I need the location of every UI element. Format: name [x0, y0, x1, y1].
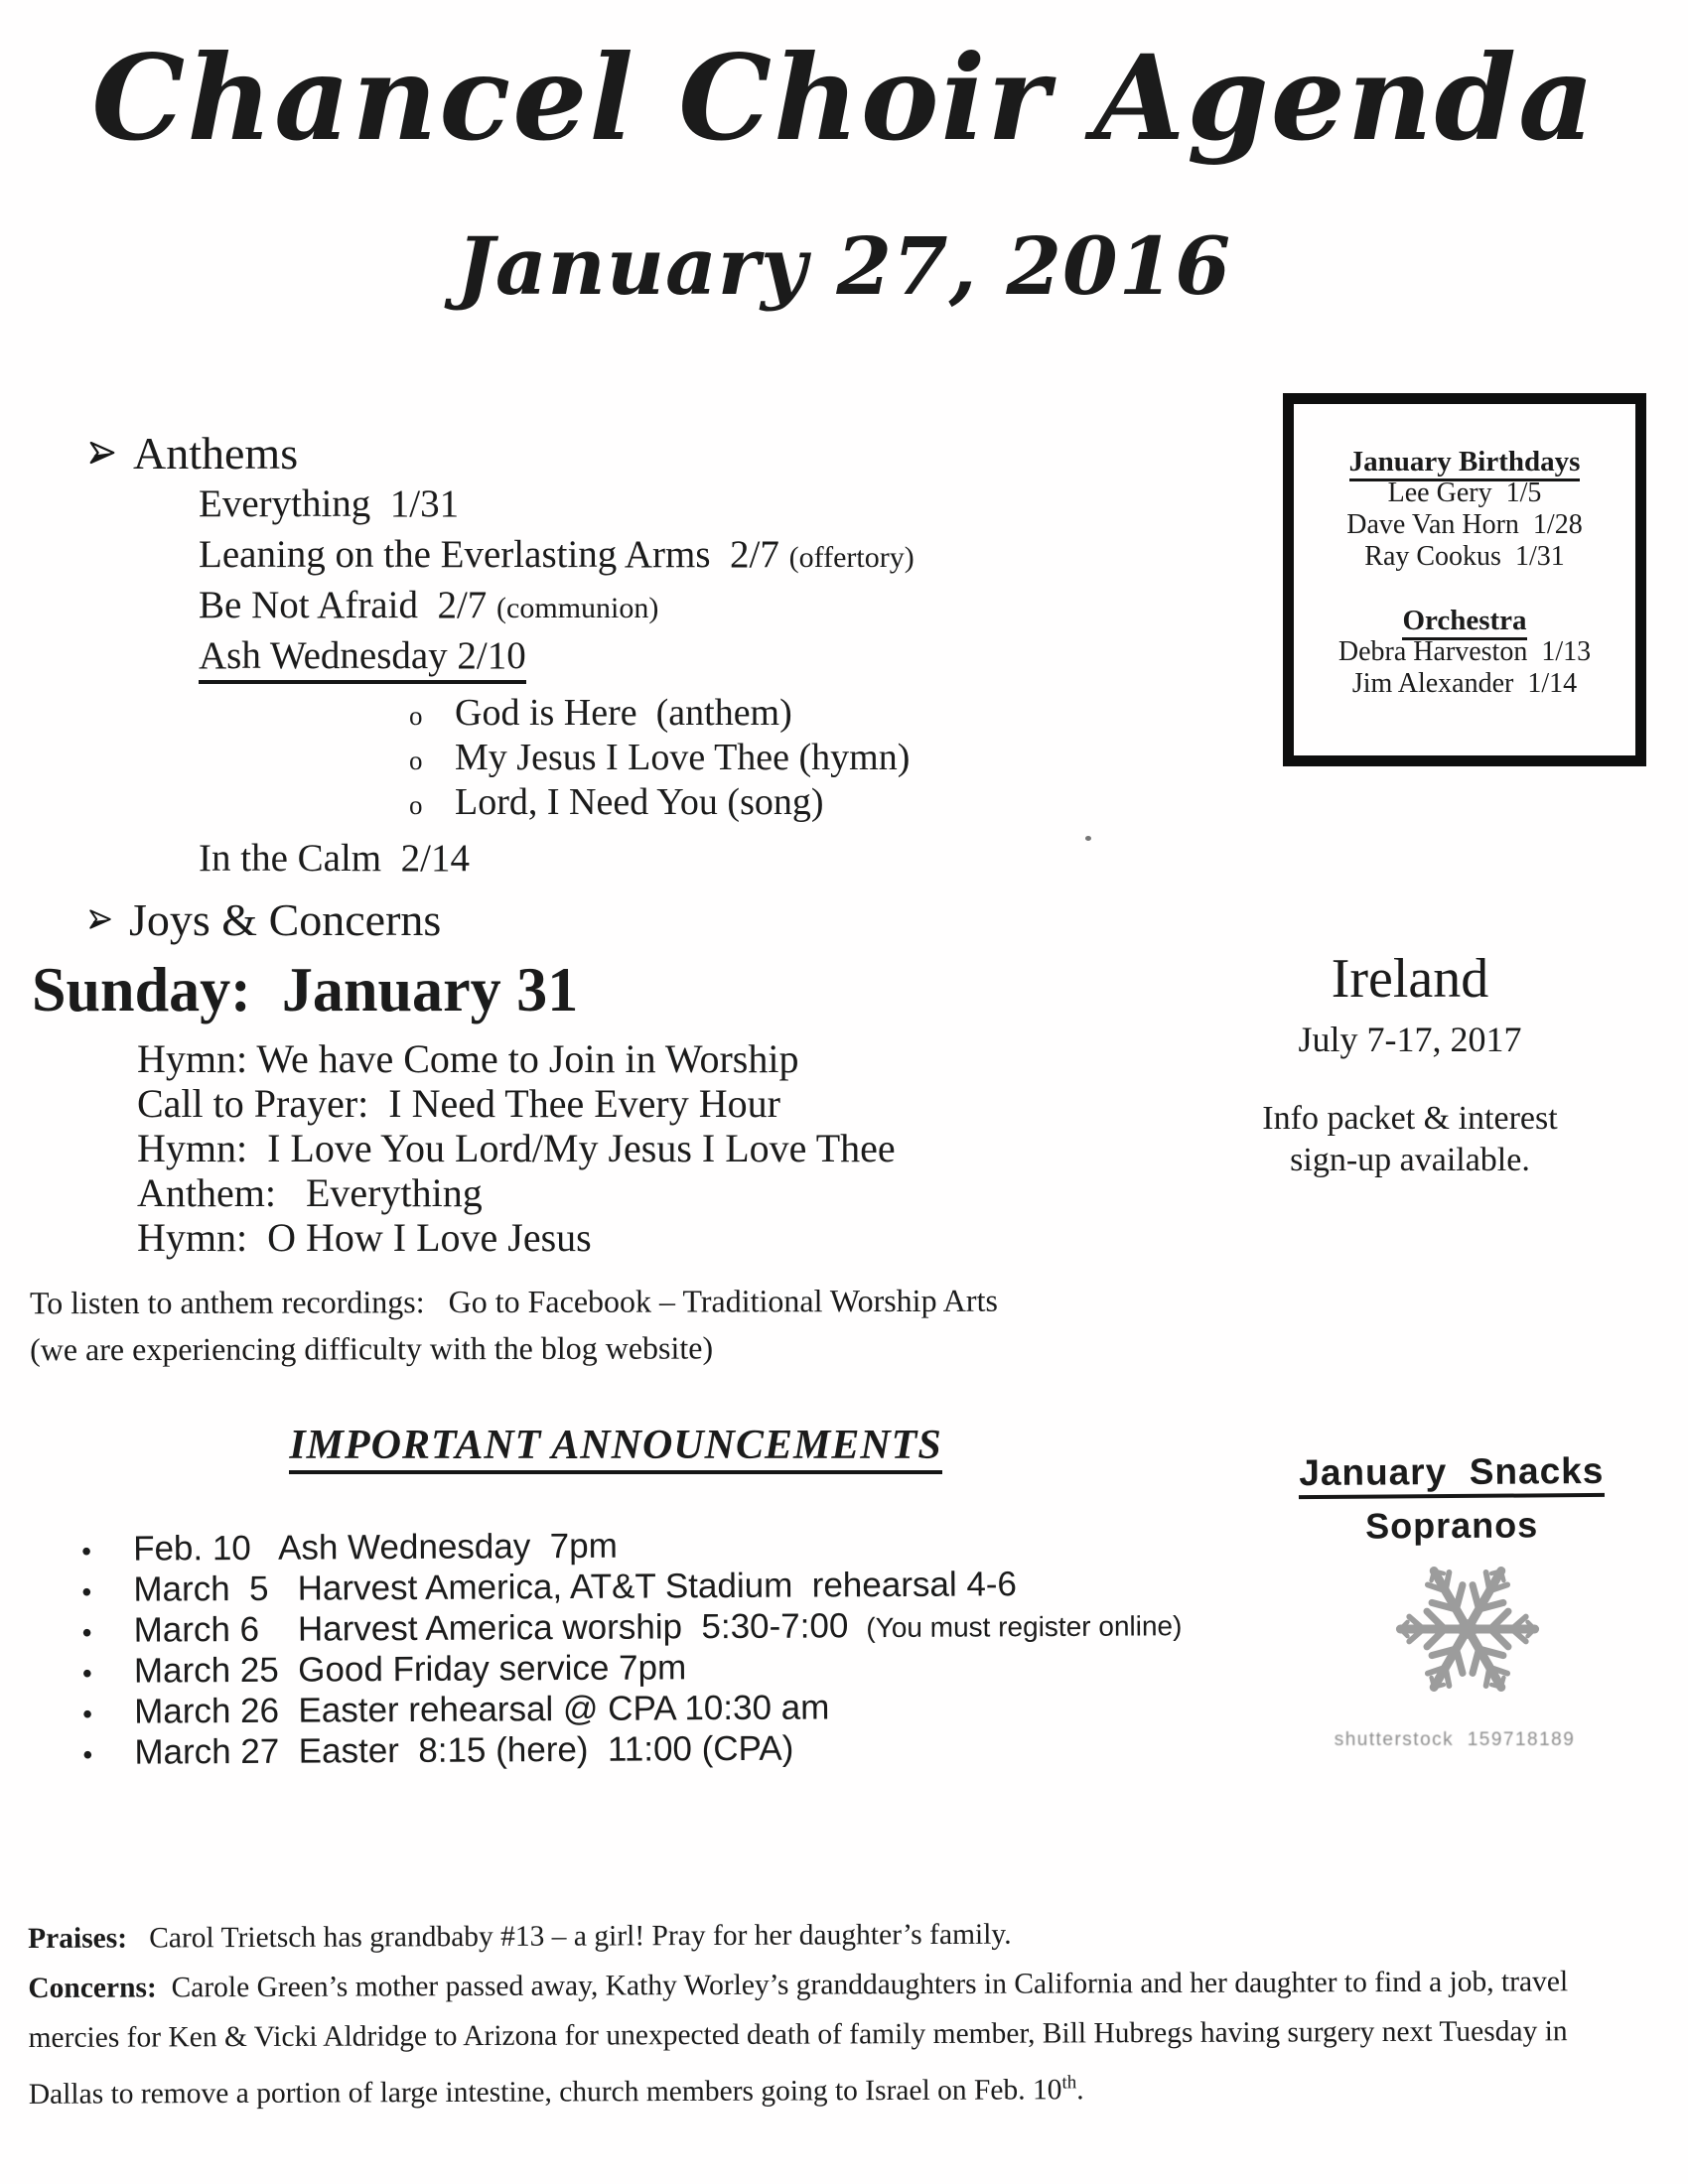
announcement-item [82, 1685, 1183, 1732]
circle-bullet-icon: o [409, 701, 423, 731]
anthem-list [199, 478, 914, 884]
concerns-label: Concerns: [28, 1972, 157, 2004]
sunday-service-order [137, 1036, 896, 1260]
ireland-trip-note [1241, 949, 1579, 1181]
anthem-item-note: (communion) [496, 592, 659, 624]
snacks-section [1273, 1450, 1631, 1549]
announcements-heading: IMPORTANT ANNOUNCEMENTS [60, 1422, 1172, 1469]
dot-bullet-icon: • [81, 1616, 92, 1648]
dot-bullet-icon: • [81, 1535, 92, 1567]
anthem-item-text: Everything 1/31 [199, 482, 460, 525]
dot-bullet-icon: • [82, 1698, 93, 1729]
recordings-line: (we are experiencing difficulty with the blog website) [30, 1329, 714, 1368]
birthday-entry: Lee Gery 1/5 [1387, 478, 1542, 508]
arrow-bullet-icon [87, 906, 113, 932]
orchestra-title: Orchestra [1294, 605, 1635, 636]
praises-text: Carol Trietsch has grandbaby #13 – a girl! Pray for her daughter’s family. [126, 1918, 1012, 1955]
ireland-info: sign-up available. [1290, 1141, 1530, 1178]
sub-item-text: God is Here (anthem) [455, 692, 792, 734]
announcement-text: March 25 Good Friday service 7pm [133, 1648, 687, 1691]
joys-concerns-label: Joys & Concerns [129, 894, 442, 945]
birthday-entry: Ray Cookus 1/31 [1364, 541, 1565, 572]
agenda-outline [87, 427, 914, 945]
announcement-text: Feb. 10 Ash Wednesday 7pm [133, 1526, 618, 1569]
service-line: Hymn: I Love You Lord/My Jesus I Love Thee [137, 1126, 896, 1170]
anthem-item-ash-wednesday [199, 630, 914, 681]
service-line: Hymn: We have Come to Join in Worship [137, 1036, 799, 1081]
concerns-period: . [1076, 2074, 1084, 2107]
ireland-dates: July 7-17, 2017 [1298, 1019, 1522, 1059]
announcement-item [82, 1725, 1183, 1773]
scan-speck [1085, 836, 1091, 841]
birthdays-box [1283, 393, 1646, 766]
joys-concerns-section-row [87, 893, 914, 945]
announcement-item [82, 1603, 1183, 1651]
ordinal-suffix: th [1061, 2072, 1077, 2094]
birthday-entry: Dave Van Horn 1/28 [1346, 509, 1583, 540]
service-line: Hymn: O How I Love Jesus [137, 1215, 592, 1260]
snacks-group: Sopranos [1365, 1504, 1539, 1547]
concerns-text: Carole Green’s mother passed away, Kathy Worley’s granddaughters in California and her daughter to find a job, travel mercies for Ken & Vicki Aldridge to Arizona for unexpected death of family member, Bill Hubregs having surgery next Tuesday in Dallas to remove a portion of large intestine, church members going to Israel on Feb. 10 [28, 1966, 1576, 2111]
arrow-bullet-icon [87, 438, 117, 468]
birthdays-title: January Birthdays [1294, 446, 1635, 478]
anthem-item [199, 529, 914, 580]
service-line: Anthem: Everything [137, 1170, 483, 1215]
anthem-item-note: (offertory) [788, 541, 914, 574]
praises-line [28, 1907, 1583, 1964]
anthems-section-row [87, 427, 914, 478]
sub-item [409, 691, 914, 736]
recordings-line: To listen to anthem recordings: Go to Facebook – Traditional Worship Arts [29, 1282, 998, 1321]
announcement-text: March 27 Easter 8:15 (here) 11:00 (CPA) [134, 1728, 794, 1772]
recordings-note [30, 1278, 998, 1374]
announcement-text: March 5 Harvest America, AT&T Stadium rehearsal 4-6 [133, 1565, 1018, 1609]
sunday-heading: Sunday: January 31 [32, 954, 579, 1024]
orchestra-entry: Debra Harveston 1/13 [1337, 636, 1592, 667]
sub-item-text: My Jesus I Love Thee (hymn) [455, 737, 911, 778]
sub-item-text: Lord, I Need You (song) [455, 781, 824, 823]
anthem-item-text: Ash Wednesday 2/10 [199, 634, 526, 684]
anthem-item-text: Leaning on the Everlasting Arms 2/7 [199, 533, 779, 576]
ireland-title: Ireland [1331, 948, 1489, 1010]
snacks-title: January Snacks [1273, 1450, 1630, 1495]
dot-bullet-icon: • [81, 1657, 92, 1689]
ash-wednesday-sublist [409, 691, 914, 825]
service-line: Call to Prayer: I Need Thee Every Hour [137, 1081, 780, 1126]
announcement-item [81, 1563, 1182, 1610]
announcement-note: (You must register online) [866, 1610, 1183, 1644]
anthem-item-text: Be Not Afraid 2/7 [199, 584, 488, 626]
spacer [1294, 573, 1635, 605]
spacer [1241, 1060, 1579, 1098]
sub-item [409, 780, 914, 825]
ireland-info: Info packet & interest [1262, 1099, 1558, 1137]
announcement-text: March 26 Easter rehearsal @ CPA 10:30 am [134, 1688, 830, 1731]
anthem-item [199, 478, 914, 529]
announcement-item [82, 1644, 1183, 1692]
praises-label: Praises: [28, 1922, 128, 1955]
snowflake-image [1374, 1541, 1561, 1717]
anthem-item [199, 833, 914, 884]
announcements-list [81, 1522, 1183, 1773]
prayer-requests [28, 1907, 1584, 2119]
document-date: January 27, 2016 [456, 219, 1232, 313]
anthem-item [199, 580, 914, 630]
concerns-paragraph [28, 1957, 1584, 2119]
circle-bullet-icon: o [409, 746, 423, 775]
circle-bullet-icon: o [409, 790, 423, 820]
sub-item [409, 736, 914, 780]
orchestra-entry: Jim Alexander 1/14 [1351, 668, 1578, 699]
dot-bullet-icon: • [82, 1738, 93, 1770]
anthems-section-label: Anthems [133, 428, 299, 478]
announcement-text: March 6 Harvest America worship 5:30-7:00 [133, 1606, 849, 1650]
document-title: Chancel Choir Agenda [91, 29, 1597, 167]
stock-image-credit: shutterstock 159718189 [1334, 1729, 1576, 1750]
announcement-item [81, 1522, 1182, 1570]
dot-bullet-icon: • [81, 1575, 92, 1607]
anthem-item-text: In the Calm 2/14 [199, 837, 470, 880]
